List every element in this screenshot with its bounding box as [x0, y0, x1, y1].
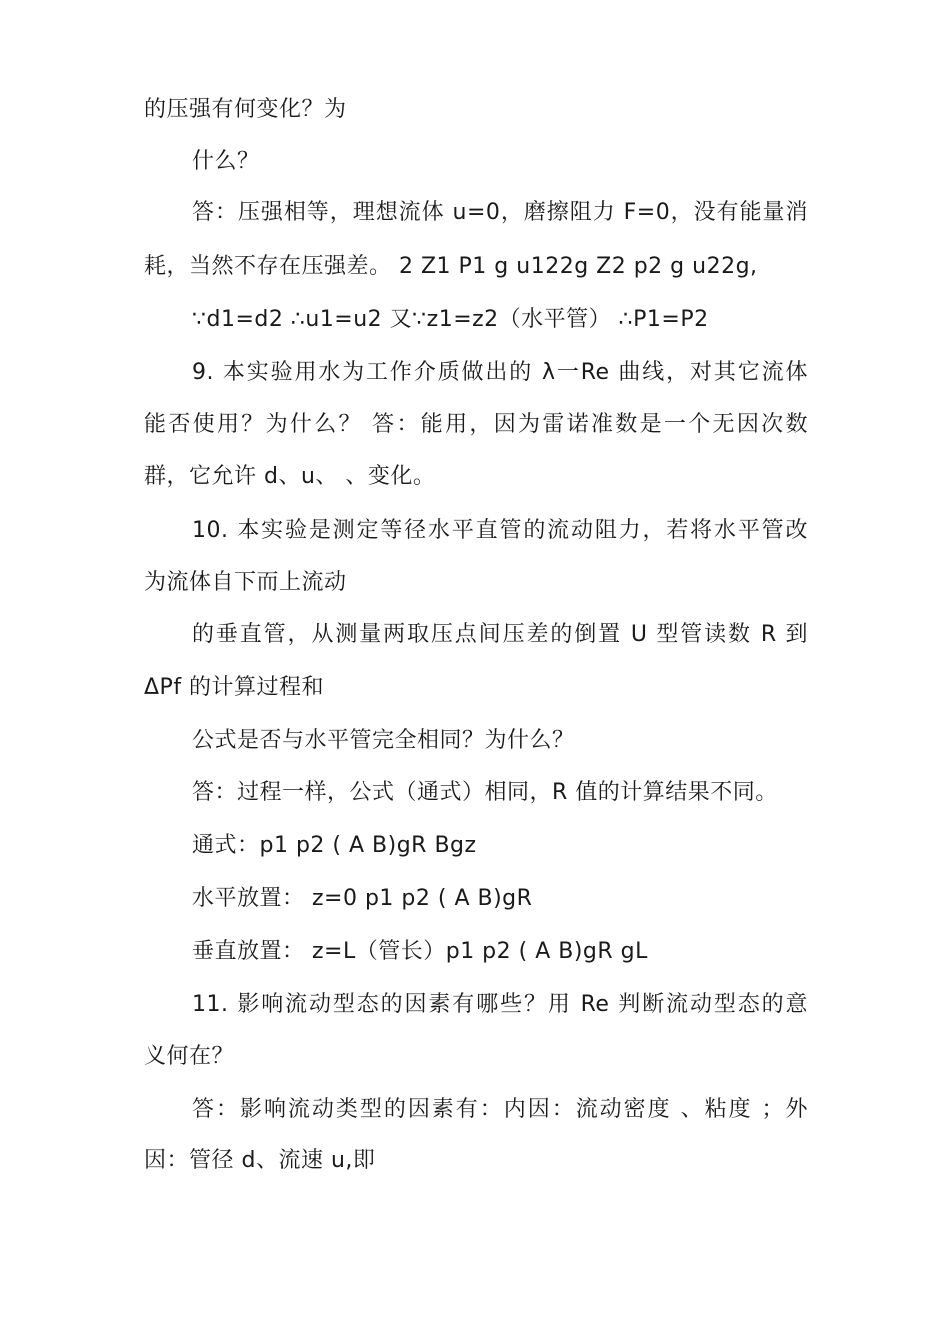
text-line-15: 通式：p1 p2 ( A B)gR Bgz: [192, 833, 477, 858]
text-line-16: 水平放置： z=0 p1 p2 ( A B)gR: [192, 886, 533, 911]
text-line-12: ΔPf 的计算过程和: [144, 675, 325, 700]
text-line-9: 10. 本实验是测定等径水平直管的流动阻力，若将水平管改: [192, 518, 808, 543]
text-line-14: 答：过程一样，公式（通式）相同，R 值的计算结果不同。: [192, 780, 778, 805]
text-line-8: 群，它允许 d、u、 、变化。: [144, 464, 436, 489]
text-line-6: 9. 本实验用水为工作介质做出的 λ一Re 曲线，对其它流体: [192, 360, 808, 385]
text-line-17: 垂直放置： z=L（管长）p1 p2 ( A B)gR gL: [192, 939, 648, 964]
text-line-21: 因：管径 d、流速 u,即: [144, 1148, 376, 1173]
text-line-1: 的压强有何变化？为: [144, 97, 347, 122]
text-line-10: 为流体自下而上流动: [144, 570, 347, 595]
text-line-13: 公式是否与水平管完全相同？为什么？: [192, 728, 575, 753]
text-line-20: 答：影响流动类型的因素有：内因：流动密度 、粘度 ；外: [192, 1097, 808, 1122]
text-line-19: 义何在？: [144, 1044, 235, 1069]
text-line-11: 的垂直管，从测量两取压点间压差的倒置 U 型管读数 R 到: [192, 622, 808, 647]
text-line-18: 11. 影响流动型态的因素有哪些？用 Re 判断流动型态的意: [192, 992, 808, 1017]
text-line-5: ∵d1=d2 ∴u1=u2 又∵z1=z2（水平管） ∴P1=P2: [192, 307, 709, 332]
text-line-4: 耗，当然不存在压强差。 2 Z1 P1 g u122g Z2 p2 g u22g,: [144, 254, 758, 279]
text-line-7: 能否使用？为什么？ 答：能用，因为雷诺准数是一个无因次数: [144, 412, 808, 437]
text-line-3: 答：压强相等，理想流体 u=0，磨擦阻力 F=0，没有能量消: [192, 200, 808, 225]
text-line-2: 什么？: [192, 149, 260, 174]
